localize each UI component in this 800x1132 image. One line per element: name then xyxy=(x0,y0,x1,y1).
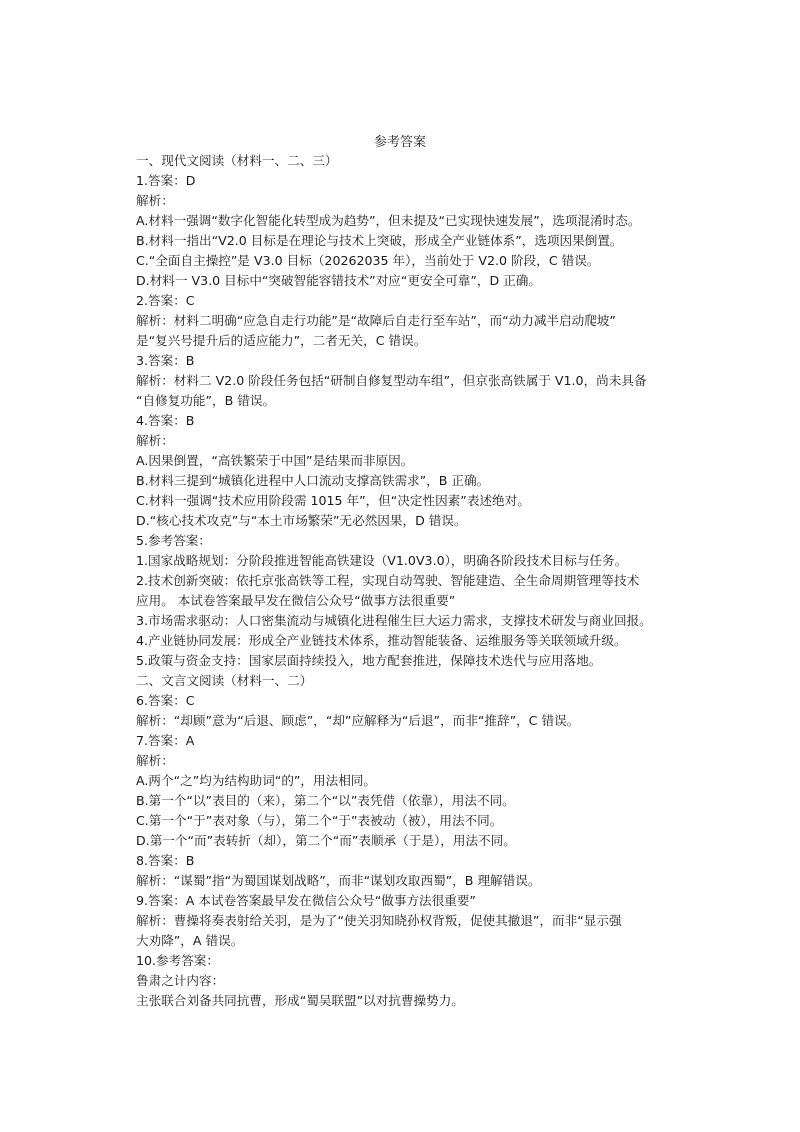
text-line: A.两个“之”均为结构助词“的”，用法相同。 xyxy=(136,773,376,788)
text-line: 5.政策与资金支持：国家层面持续投入，地方配套推进，保障技术迭代与应用落地。 xyxy=(136,653,602,668)
text-line: 4.答案：B xyxy=(136,413,195,428)
text-line: 解析：“谋蜀”指“为蜀国谋划战略”，而非“谋划攻取西蜀”，B 理解错误。 xyxy=(136,873,541,888)
text-line: 解析： xyxy=(136,433,174,448)
text-line: 二、文言文阅读（材料一、二） xyxy=(136,673,313,688)
text-line: 3.市场需求驱动：人口密集流动与城镇化进程催生巨大运力需求，支撑技术研发与商业回报。 xyxy=(136,613,652,628)
text-line: 4.产业链协同发展：形成全产业链技术体系，推动智能装备、运维服务等关联领域升级。 xyxy=(136,633,627,648)
text-line: 2.答案：C xyxy=(136,293,195,308)
text-line: C.第一个“于”表对象（与），第二个“于”表被动（被），用法不同。 xyxy=(136,813,503,828)
text-line: 解析：曹操将奏表射给关羽，是为了“使关羽知晓孙权背叛，促使其撤退”，而非“显示强 xyxy=(136,913,622,928)
text-line: 1.国家战略规划：分阶段推进智能高铁建设（V1.0V3.0），明确各阶段技术目标与任务。 xyxy=(136,553,628,568)
text-line: C.“全面自主操控”是 V3.0 目标（20262035 年），当前处于 V2.0 阶段，C 错误。 xyxy=(136,253,600,268)
text-line: 鲁肃之计内容： xyxy=(136,973,225,988)
text-line: D.材料一 V3.0 目标中“突破智能容错技术”对应“更安全可靠”，D 正确。 xyxy=(136,273,541,288)
text-line: 大劝降”，A 错误。 xyxy=(136,933,244,948)
text-line: 解析： xyxy=(136,753,174,768)
text-line: A.材料一强调“数字化智能化转型成为趋势”，但未提及“已实现快速发展”，选项混淆时态。 xyxy=(136,213,641,228)
text-line: 解析：“却顾”意为“后退、顾虑”，“却”应解释为“后退”，而非“推辞”，C 错误。 xyxy=(136,713,580,728)
text-line: D.“核心技术攻克”与“本土市场繁荣”无必然因果，D 错误。 xyxy=(136,513,467,528)
text-line: D.第一个“而”表转折（却），第二个“而”表顺承（于是），用法不同。 xyxy=(136,833,516,848)
text-line: “自修复功能”，B 错误。 xyxy=(136,393,276,408)
page-title: 参考答案 xyxy=(373,135,426,150)
text-line: 解析：材料二明确“应急自走行功能”是“故障后自走行至车站”，而“动力减半启动爬坡” xyxy=(136,313,616,328)
text-line: 解析： xyxy=(136,193,174,208)
text-line: 1.答案：D xyxy=(136,173,196,188)
text-line: 5.参考答案： xyxy=(136,533,211,548)
text-line: A.因果倒置，“高铁繁荣于中国”是结果而非原因。 xyxy=(136,453,414,468)
text-line: 9.答案：A 本试卷答案最早发在微信公众号“做事方法很重要” xyxy=(136,893,476,908)
text-line: B.材料一指出“V2.0 目标是在理论与技术上突破，形成全产业链体系”，选项因果倒置。 xyxy=(136,233,623,248)
text-line: 2.技术创新突破：依托京张高铁等工程，实现自动驾驶、智能建造、全生命周期管理等技术 xyxy=(136,573,640,588)
text-line: 8.答案：B xyxy=(136,853,195,868)
text-line: 6.答案：C xyxy=(136,693,195,708)
text-line: 7.答案：A xyxy=(136,733,195,748)
text-line: 解析：材料二 V2.0 阶段任务包括“研制自修复型动车组”，但京张高铁属于 V1.0，尚未具备 xyxy=(136,373,647,388)
text-line: C.材料一强调“技术应用阶段需 1015 年”，但“决定性因素”表述绝对。 xyxy=(136,493,530,508)
text-line: 应用。 本试卷答案最早发在微信公众号“做事方法很重要” xyxy=(136,593,456,608)
text-line: 一、现代文阅读（材料一、二、三） xyxy=(136,153,338,168)
text-line: B.第一个“以”表目的（来），第二个“以”表凭借（依靠），用法不同。 xyxy=(136,793,515,808)
text-line: 是“复兴号提升后的适应能力”，二者无关，C 错误。 xyxy=(136,333,427,348)
text-line: B.材料三提到“城镇化进程中人口流动支撑高铁需求”，B 正确。 xyxy=(136,473,490,488)
text-line: 10.参考答案： xyxy=(136,953,219,968)
document-body xyxy=(136,151,696,1011)
text-line: 主张联合刘备共同抗曹，形成“蜀吴联盟”以对抗曹操势力。 xyxy=(136,993,464,1008)
text-line: 3.答案：B xyxy=(136,353,195,368)
